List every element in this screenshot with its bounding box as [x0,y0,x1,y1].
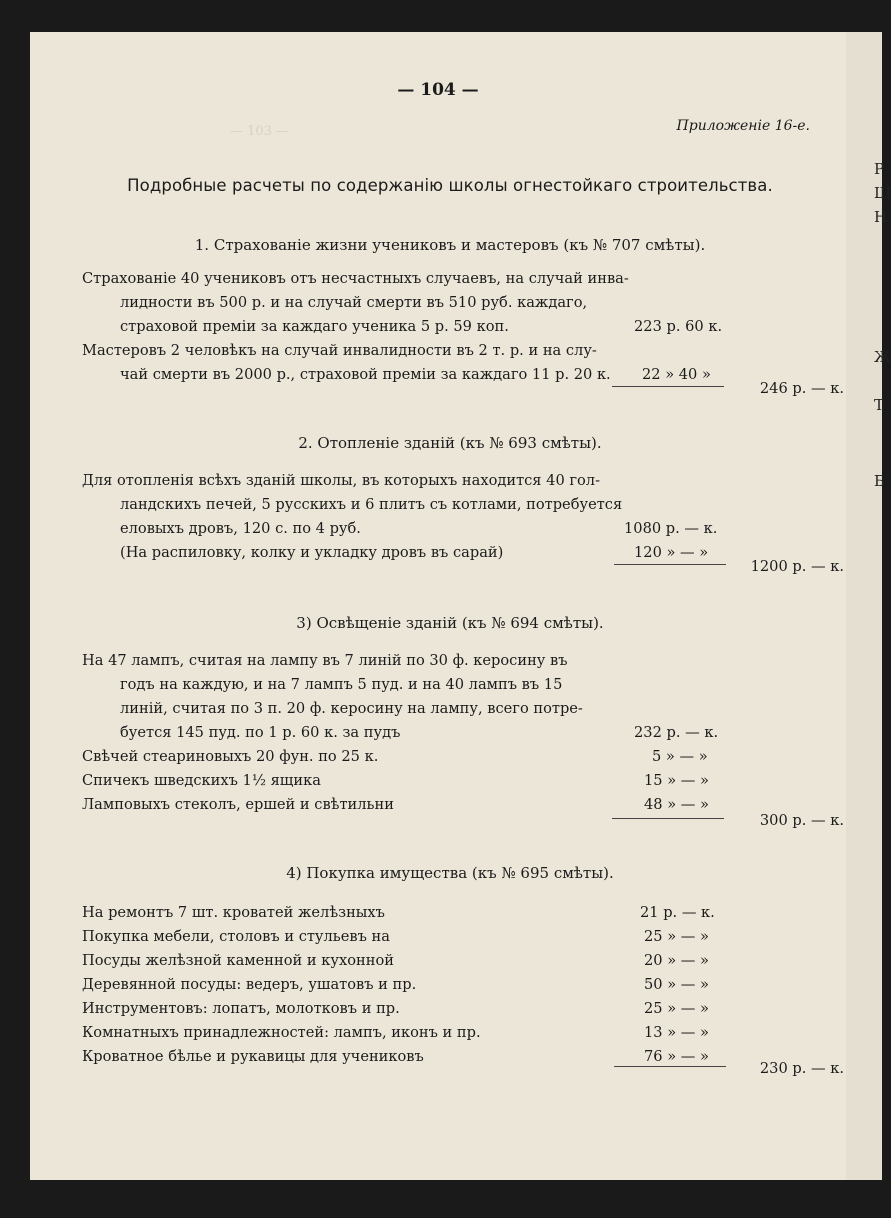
text-line: линiй, считая по 3 п. 20 ф. керосину на лампу, всего потре- [120,700,583,717]
amount: 15 » — » [644,772,709,789]
text-line: годъ на каждую, и на 7 лампъ 5 пуд. и на 40 лампъ въ 15 [120,676,563,693]
section-heading: 1. Страхованiе жизни учениковъ и мастеровъ (къ № 707 смѣты). [194,236,706,254]
section-heading: 4) Покупка имущества (къ № 695 смѣты). [286,864,614,882]
text-line: буется 145 пуд. по 1 р. 60 к. за пудъ [120,724,401,741]
amount: 48 » — » [644,796,709,813]
amount: 1080 р. — к. [624,520,718,537]
text-line: чай смерти въ 2000 р., страховой премiи за каждаго 11 р. 20 к. [120,366,611,383]
text-line: Ламповыхъ стеколъ, ершей и свѣтильни [82,796,394,813]
amount: 22 » 40 » [642,366,711,383]
text-line: ландскихъ печей, 5 русскихъ и 6 плитъ съ котлами, потребуется [120,496,623,513]
amount: 25 » — » [644,1000,709,1017]
amount: 223 р. 60 к. [634,318,723,335]
text-line: Посуды желѣзной каменной и кухонной [82,952,394,969]
text-line: Свѣчей стеариновыхъ 20 фун. по 25 к. [82,748,379,765]
text-line: Страхованiе 40 учениковъ отъ несчастныхъ случаевъ, на случай инва- [82,270,629,287]
amount: 76 » — » [644,1048,709,1065]
adjacent-page-char: Н [874,208,888,226]
amount: 5 » — » [652,748,708,765]
text-line: страховой премiи за каждаго ученика 5 р. 59 коп. [120,318,509,335]
amount: 25 » — » [644,928,709,945]
section-heading: 2. Отопленiе зданiй (къ № 693 смѣты). [298,434,602,452]
section-total: 300 р. — к. [759,812,844,829]
text-line: На 47 лампъ, считая на лампу въ 7 линiй по 30 ф. керосину въ [82,652,568,669]
section-total: 1200 р. — к. [750,558,844,575]
adjacent-page-char: Р [874,160,885,178]
page-number: — 104 — [397,80,479,100]
text-line: Покупка мебели, столовъ и стульевъ на [82,928,390,945]
document-title: Подробные расчеты по содержанiю школы огнестойкаго строительства. [127,176,773,195]
adjacent-page-char: Т [874,396,885,414]
adjacent-page-char: Ш [874,184,891,202]
text-line: Кроватное бѣлье и рукавицы для учениковъ [82,1048,424,1065]
section-heading: 3) Освѣщенiе зданiй (къ № 694 смѣты). [296,614,604,632]
text-line: Деревянной посуды: ведеръ, ушатовъ и пр. [82,976,417,993]
amount: 20 » — » [644,952,709,969]
section-total: 230 р. — к. [759,1060,844,1077]
amount: 13 » — » [644,1024,709,1041]
section-total: 246 р. — к. [759,380,844,397]
text-line: Инструментовъ: лопатъ, молотковъ и пр. [82,1000,400,1017]
amount: 21 р. — к. [640,904,715,921]
text-line: лидности въ 500 р. и на случай смерти въ 510 руб. каждаго, [120,294,588,311]
text-line: Спичекъ шведскихъ 1½ ящика [82,772,321,789]
text-line: Мастеровъ 2 человѣкъ на случай инвалидности въ 2 т. р. и на слу- [82,342,597,359]
adjacent-page-edge [846,32,891,1180]
text-line: еловыхъ дровъ, 120 с. по 4 руб. [120,520,361,537]
adjacent-page-char: Б [874,472,886,490]
text-line: На ремонтъ 7 шт. кроватей желѣзныхъ [82,904,385,921]
text-line: (На распиловку, колку и укладку дровъ въ сарай) [120,544,504,561]
text-line: Для отопленiя всѣхъ зданiй школы, въ которыхъ находится 40 гол- [82,472,600,489]
bleed-through-text: — 103 — [230,124,290,139]
amount: 120 » — » [634,544,709,561]
amount: 50 » — » [644,976,709,993]
text-line: Комнатныхъ принадлежностей: лампъ, иконъ и пр. [82,1024,481,1041]
adjacent-page-char: Ж [874,348,891,366]
amount: 232 р. — к. [634,724,719,741]
book-page [30,32,846,1180]
appendix-label: Приложенiе 16-е. [676,118,810,134]
